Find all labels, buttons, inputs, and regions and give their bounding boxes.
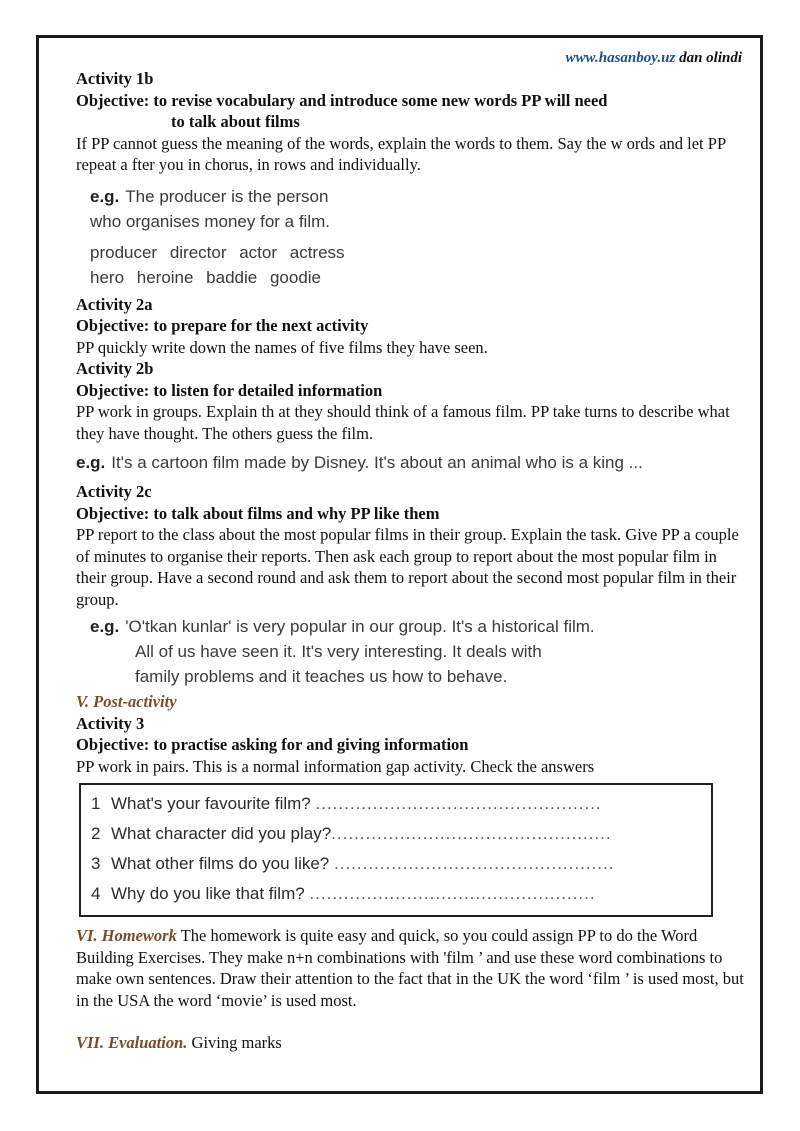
activity-2c-objective: Objective: to talk about films and why PP like them (76, 503, 440, 523)
question-text: What character did you play? (111, 824, 332, 843)
activity-1b-body: If PP cannot guess the meaning of the words, explain the words to them. Say the w ords and let PP repeat a fter you in chorus, in rows and individually. (76, 133, 726, 174)
homework-heading: VI. Homework (76, 926, 177, 945)
activity-2a-body: PP quickly write down the names of five films they have seen. (76, 337, 488, 357)
source-credit (566, 50, 742, 67)
activity-2c-example (90, 614, 746, 689)
question-box (79, 783, 713, 917)
eg-label: e.g. (90, 186, 120, 206)
eg-text: It's a cartoon film made by Disney. It's about an animal who is a king ... (111, 453, 643, 472)
activity-2c-body: PP report to the class about the most popular films in their group. Explain the task. Give PP a couple of minutes to organise their reports. Then ask each group to report about the most popular film in their group. Have a second round and ask them to report about the second most popular film in their group. (76, 525, 739, 609)
activity-1b-objective-cont: to talk about films (171, 112, 300, 131)
eg-line-3: family problems and it teaches us how to behave. (135, 667, 508, 686)
activity-2a-title: Activity 2a (76, 294, 153, 314)
answer-blank: ................................................. (334, 854, 615, 873)
activity-1b-title: Activity 1b (76, 69, 154, 88)
words-row-1: producer director actor actress (90, 242, 345, 262)
activity-2b-example (76, 450, 746, 475)
eg-line-2: who organises money for a film. (90, 211, 330, 231)
activity-3-title: Activity 3 (76, 713, 145, 733)
vocabulary-words (90, 240, 746, 290)
evaluation-paragraph (76, 1032, 746, 1054)
question-text: What other films do you like? (111, 854, 330, 873)
eg-line-2: All of us have seen it. It's very interesting. It deals with (135, 642, 542, 661)
post-activity-heading: V. Post-activity (76, 692, 177, 711)
activity-3-body: PP work in pairs. This is a normal information gap activity. Check the answers (76, 756, 595, 776)
question-text: Why do you like that film? (111, 884, 305, 903)
question-line (91, 819, 703, 849)
question-text: What's your favourite film? (111, 794, 311, 813)
eg-line-1: The producer is the person (125, 186, 329, 206)
homework-body: The homework is quite easy and quick, so you could assign PP to do the Word Building Exercises. They make n+n combinations with 'film ’ and use these word combinations to make own sentences. Draw their attention to the fact that in the UK the word ‘film ’ is used most, but in the USA the word ‘movie’ is used most. (76, 926, 744, 1010)
question-line (91, 789, 703, 819)
question-number: 4 (91, 884, 101, 903)
answer-blank: .................................................. (309, 884, 596, 903)
source-url[interactable]: www.hasanboy.uz (565, 50, 676, 66)
activity-2c-title: Activity 2c (76, 482, 152, 501)
question-number: 2 (91, 824, 101, 843)
question-line (91, 849, 703, 879)
question-number: 1 (91, 794, 101, 813)
activity-1b-objective: Objective: to revise vocabulary and introduce some new words PP will need (76, 90, 608, 110)
words-row-2: hero heroine baddie goodie (90, 267, 322, 287)
answer-blank: ................................................. (331, 824, 612, 843)
eg-label: e.g. (90, 617, 120, 636)
evaluation-heading: VII. Evaluation. (76, 1033, 188, 1052)
question-line (91, 879, 703, 909)
source-suffix: dan olindi (675, 50, 742, 66)
question-number: 3 (91, 854, 101, 873)
lesson-content (76, 68, 746, 1054)
homework-paragraph (76, 925, 746, 1011)
eg-line-1: 'O'tkan kunlar' is very popular in our group. It's a historical film. (125, 617, 595, 636)
activity-3-objective: Objective: to practise asking for and giving information (76, 735, 469, 754)
activity-2b-objective: Objective: to listen for detailed information (76, 380, 383, 400)
eg-label: e.g. (76, 453, 106, 472)
activity-1b-example (90, 184, 746, 234)
activity-2b-title: Activity 2b (76, 359, 154, 378)
activity-2a-objective: Objective: to prepare for the next activity (76, 316, 369, 335)
activity-2b-body: PP work in groups. Explain th at they should think of a famous film. PP take turns to describe what they have thought. The others guess the film. (76, 402, 730, 443)
answer-blank: .................................................. (315, 794, 602, 813)
evaluation-body: Giving marks (187, 1033, 282, 1052)
